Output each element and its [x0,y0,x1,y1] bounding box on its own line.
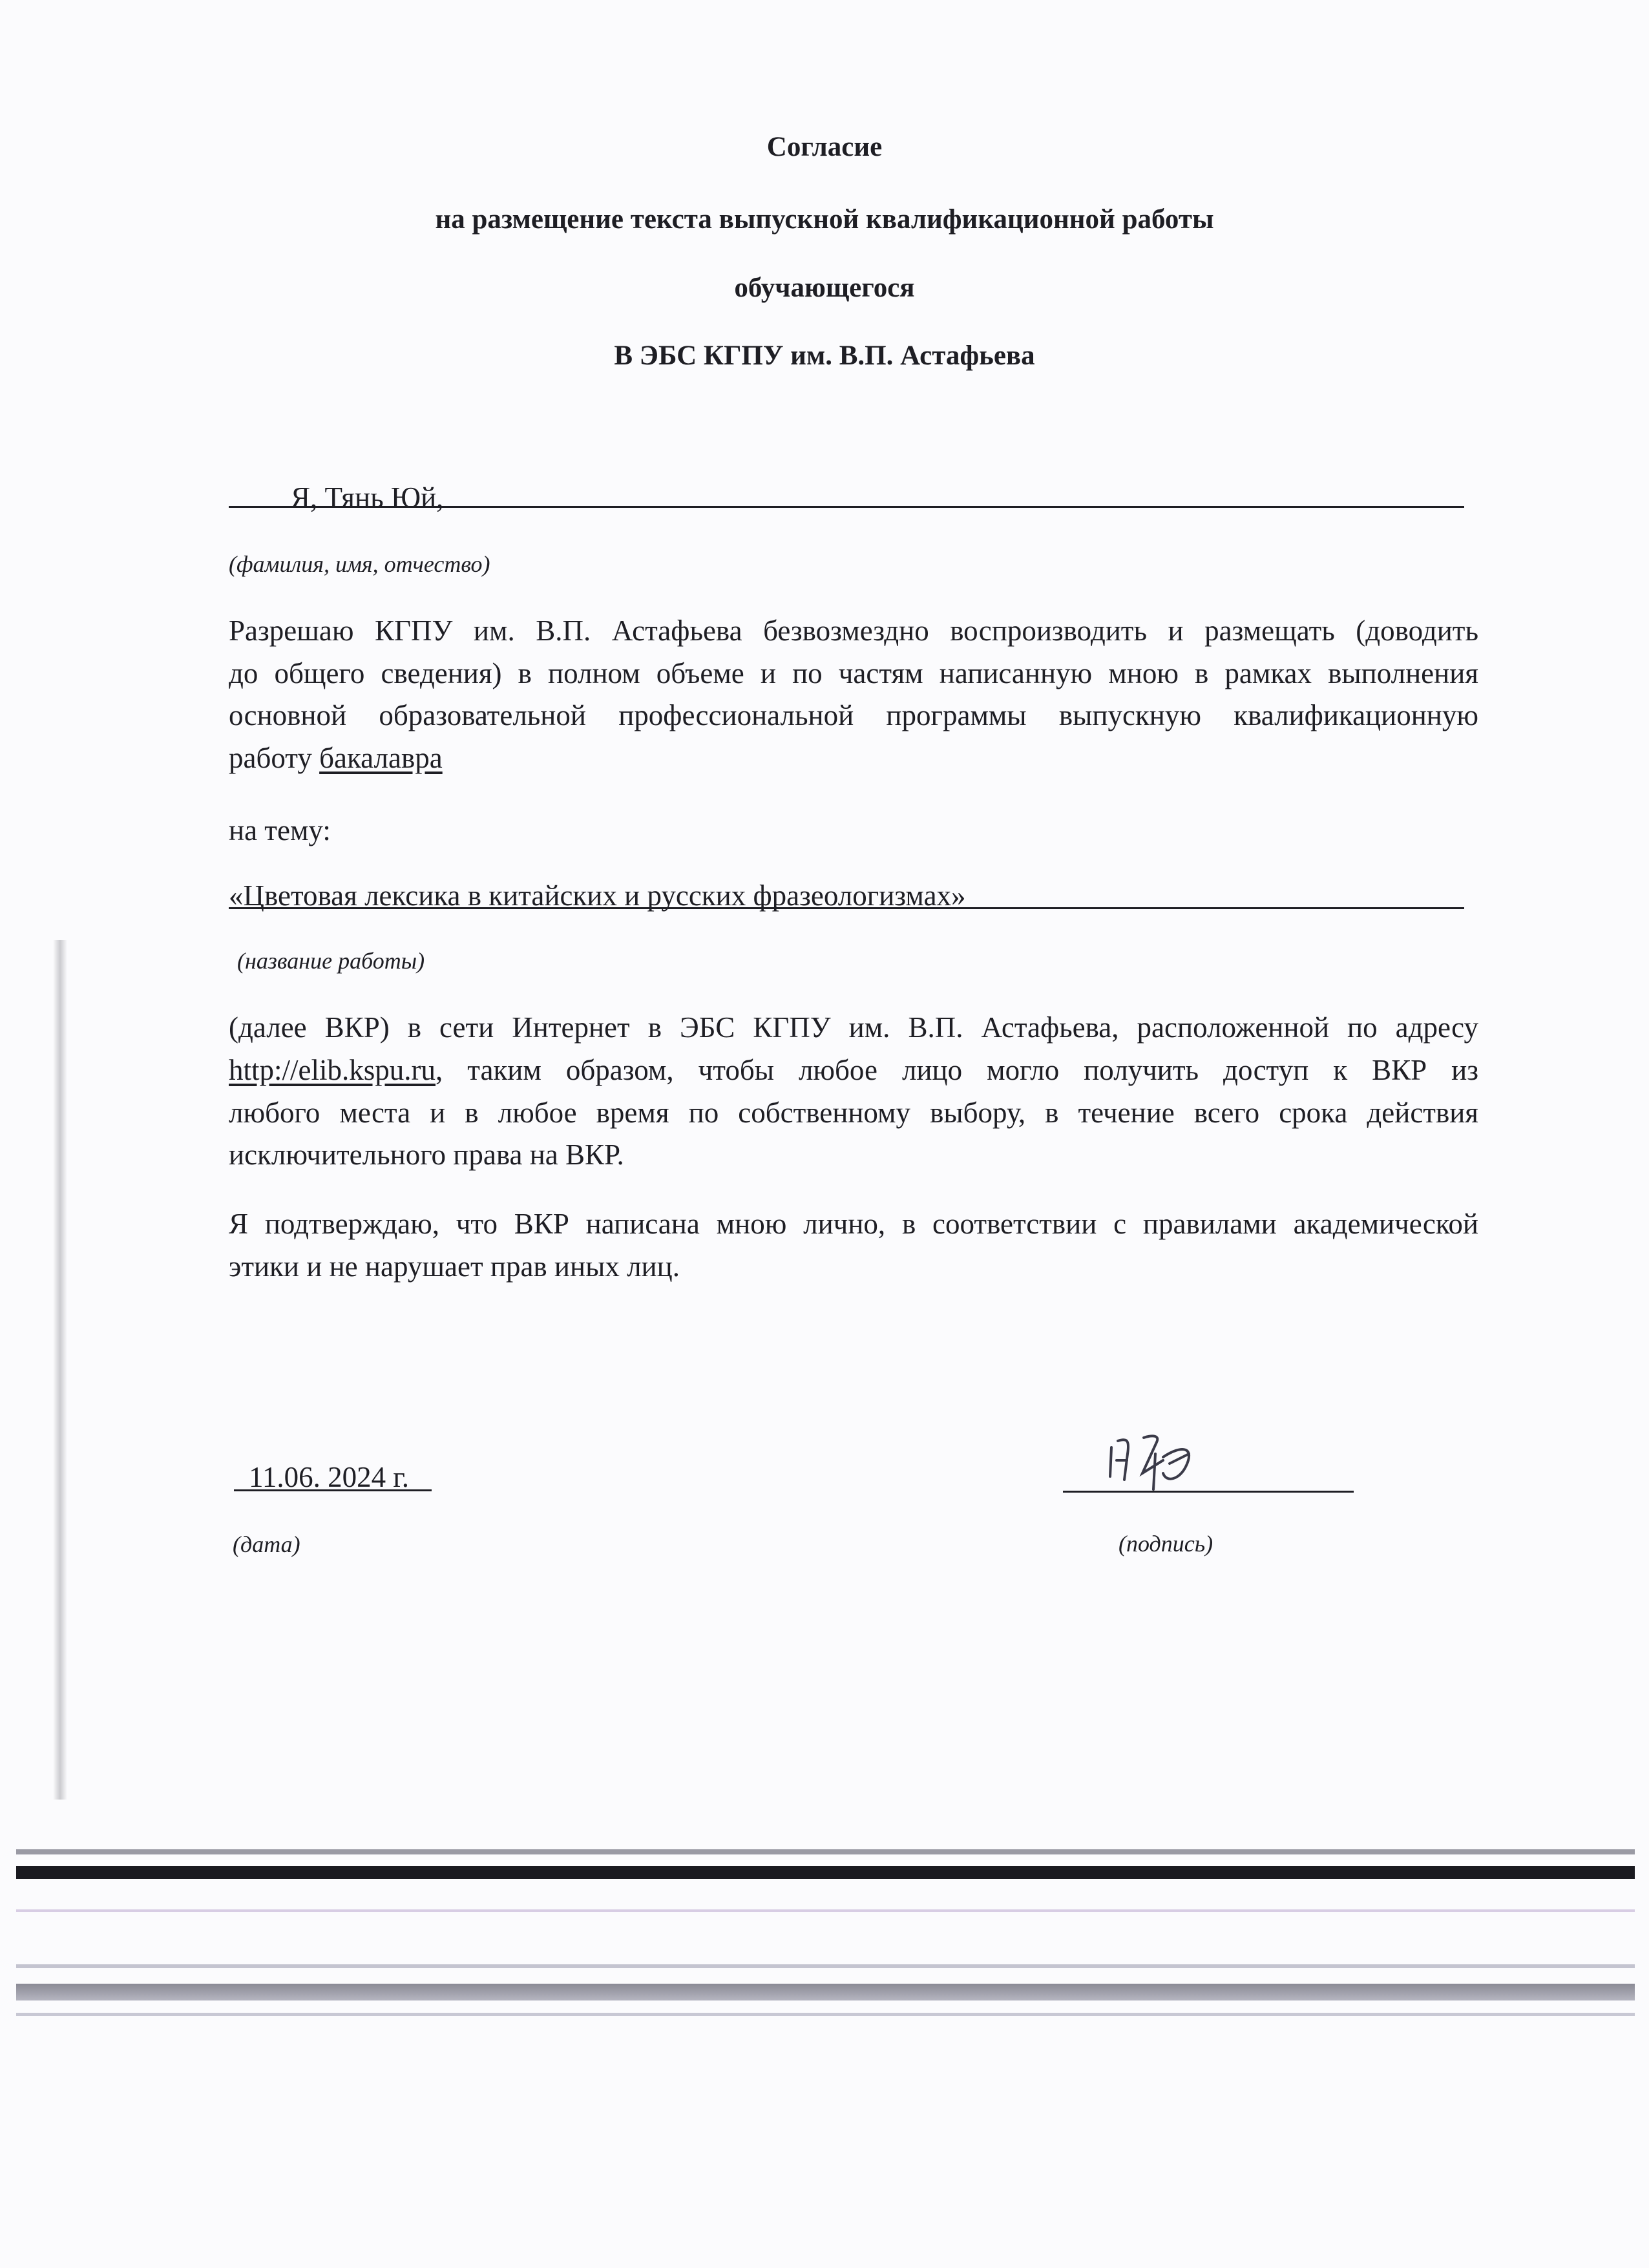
date: 11.06. 2024 г. [249,1461,409,1493]
confirmation-line-2: этики и не нарушает прав иных лиц. [229,1250,680,1283]
permission-line-1: Разрешаю КГПУ им. В.П. Астафьева безвозмездно воспроизводить и размещать (доводить [229,614,1478,647]
elib-link[interactable]: http://elib.kspu.ru [229,1054,436,1086]
scan-band-4 [16,1964,1635,1968]
work-label: работу [229,742,312,774]
scan-band-5 [16,1984,1635,2000]
scan-band-2 [16,1866,1635,1879]
publication-line-2-text: , таким образом, чтобы любое лицо могло получить доступ к ВКР из [436,1054,1478,1086]
publication-line-3: любого места и в любое время по собственному выбору, в течение всего срока действия [229,1097,1478,1129]
publication-line-2 [229,1053,1478,1087]
work-title: «Цветовая лексика в китайских и русских фразеологизмах» [229,879,966,912]
student-name: Я, Тянь Юй, [291,481,444,514]
scan-band-1 [16,1849,1635,1854]
signature [1098,1428,1228,1499]
date-caption: (дата) [233,1531,300,1557]
permission-line-2: до общего сведения) в полном объеме и по частям написанную мною в рамках выполнения [229,657,1478,689]
publication-line-4: исключительного права на ВКР. [229,1139,624,1171]
doc-subtitle-2: обучающегося [734,273,915,303]
scan-smudge [53,940,67,1800]
degree: бакалавра [319,742,443,774]
topic-label: на тему: [229,814,331,846]
doc-subtitle-1: на размещение текста выпускной квалификационной работы [435,204,1214,235]
work-title-caption: (название работы) [237,948,425,974]
doc-subtitle-3: В ЭБС КГПУ им. В.П. Астафьева [614,341,1035,371]
signature-caption: (подпись) [1119,1531,1213,1557]
doc-title: Согласие [766,132,883,162]
publication-line-1: (далее ВКР) в сети Интернет в ЭБС КГПУ им. В.П. Астафьева, расположенной по адресу [229,1011,1478,1044]
scan-band-3 [16,1909,1635,1912]
scan-band-6 [16,2013,1635,2016]
permission-line-3: основной образовательной профессиональной программы выпускную квалификационную [229,699,1478,731]
confirmation-line-1: Я подтверждаю, что ВКР написана мною лично, в соответствии с правилами академической [229,1208,1478,1240]
name-caption: (фамилия, имя, отчество) [229,551,490,577]
permission-line-4 [229,741,443,775]
